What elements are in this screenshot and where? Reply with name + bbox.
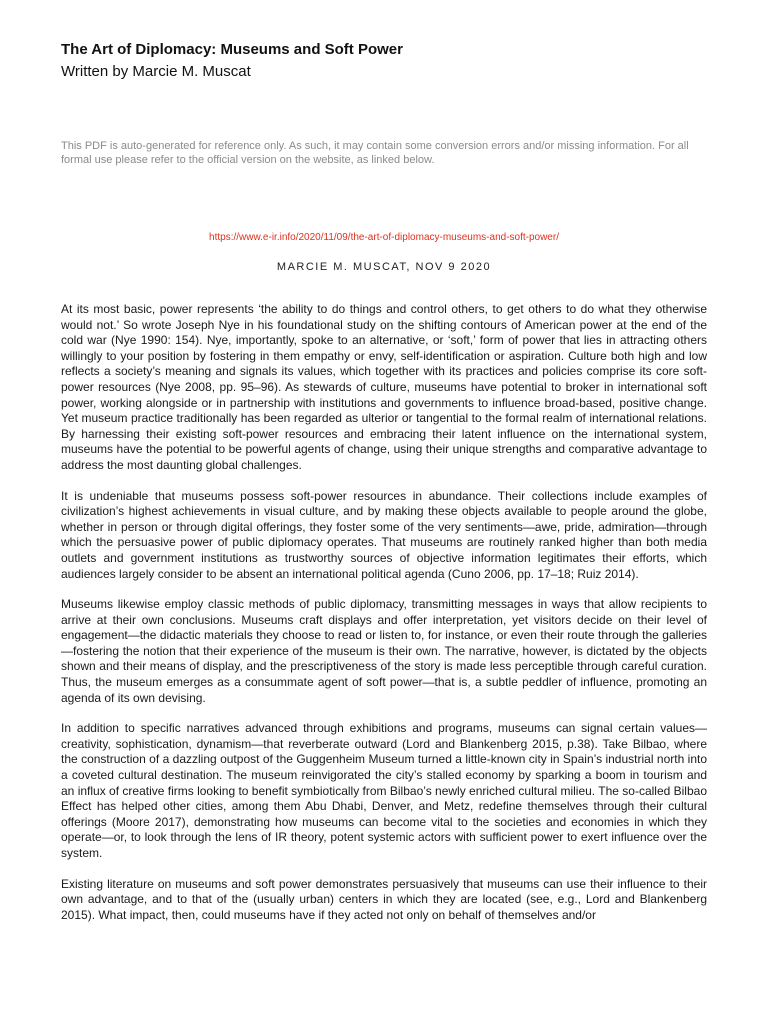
author-line: Written by Marcie M. Muscat xyxy=(61,63,251,80)
paragraph: In addition to specific narratives advanced through exhibitions and programs, museums can signal certain values—creativity, sophistication, dynamism—that reverberate outward (Lord and Blankenberg 2015, p.38). Take Bilbao, where the construction of a dazzling outpost of the Guggenheim Museum turned a little-known city in Spain’s industrial north into a coveted cultural destination. The museum reinvigorated the city’s stalled economy by sparking a boom in tourism and an influx of creative firms looking to benefit symbiotically from Bilbao’s newly enriched cultural milieu. The so-called Bilbao Effect has helped other cities, among them Abu Dhabi, Denver, and Metz, redefine themselves through their cultural offerings (Moore 2017), demonstrating how museums can become vital to the societies and economies in which they operate—or, to look through the lens of IR theory, potent systemic actors with sufficient power to exert influence over the system. xyxy=(61,721,707,860)
page-title: The Art of Diplomacy: Museums and Soft Power xyxy=(61,41,403,58)
paragraph: At its most basic, power represents ‘the ability to do things and control others, to get others to do what they otherwise would not.’ So wrote Joseph Nye in his foundational study on the shifting contours of American power at the end of the cold war (Nye 1990: 154). Nye, importantly, spoke to an alternative, or ‘soft,’ form of power that lies in attracting others willingly to your position by fostering in them empathy or envy, self-identification or aspiration. Culture both high and low reflects a society’s meaning and signals its values, which together with its practices and policies comprise its core soft-power resources (Nye 2008, pp. 95–96). As stewards of culture, museums have potential to broker in international soft power, working alongside or in partnership with institutions and governments to influence broad-based, positive change. Yet museum practice traditionally has been regarded as ulterior or tangential to the formal realm of international relations. By harnessing their existing soft-power resources and embracing their latent influence on the international system, museums have the potential to be powerful agents of change, using their unique strengths and comparative advantage to address the most daunting global challenges. xyxy=(61,302,707,472)
byline: MARCIE M. MUSCAT, NOV 9 2020 xyxy=(276,261,492,273)
paragraph: It is undeniable that museums possess soft-power resources in abundance. Their collections include examples of civilization’s highest achievements in visual culture, and by making these objects available to people around the globe, whether in person or through digital offerings, they foster some of the very sentiments—awe, pride, admiration—through which the persuasive power of public diplomacy operates. That museums are routinely ranked higher than both media outlets and government institutions as trustworthy sources of objective information legitimates their efforts, which audiences largely consider to be absent an international political agenda (Cuno 2006, pp. 17–18; Ruiz 2014). xyxy=(61,488,707,581)
paragraph: Existing literature on museums and soft power demonstrates persuasively that museums can use their influence to their own advantage, and to that of the (usually urban) centers in which they are located (see, e.g., Lord and Blankenberg 2015). What impact, then, could museums have if they acted not only on behalf of themselves and/or xyxy=(61,876,707,922)
paragraph: Museums likewise employ classic methods of public diplomacy, transmitting messages in ways that allow recipients to arrive at their own conclusions. Museums craft displays and offer interpretation, yet visitors decide on their level of engagement—the didactic materials they choose to read or listen to, for instance, or even their route through the galleries—fostering the notion that their experience of the museum is their own. The narrative, however, is dictated by the objects shown and their means of display, and the prescriptiveness of the story is made less perceptible through careful curation. Thus, the museum emerges as a consummate agent of soft power—that is, a subtle peddler of influence, promoting an agenda of its own devising. xyxy=(61,597,707,705)
article-body xyxy=(61,302,707,938)
disclaimer-text: This PDF is auto-generated for reference only. As such, it may contain some conversion errors and/or missing information. For all formal use please refer to the official version on the website, as linked below. xyxy=(61,140,689,166)
source-url-link[interactable]: https://www.e-ir.info/2020/11/09/the-art-of-diplomacy-museums-and-soft-power/ xyxy=(209,232,559,243)
